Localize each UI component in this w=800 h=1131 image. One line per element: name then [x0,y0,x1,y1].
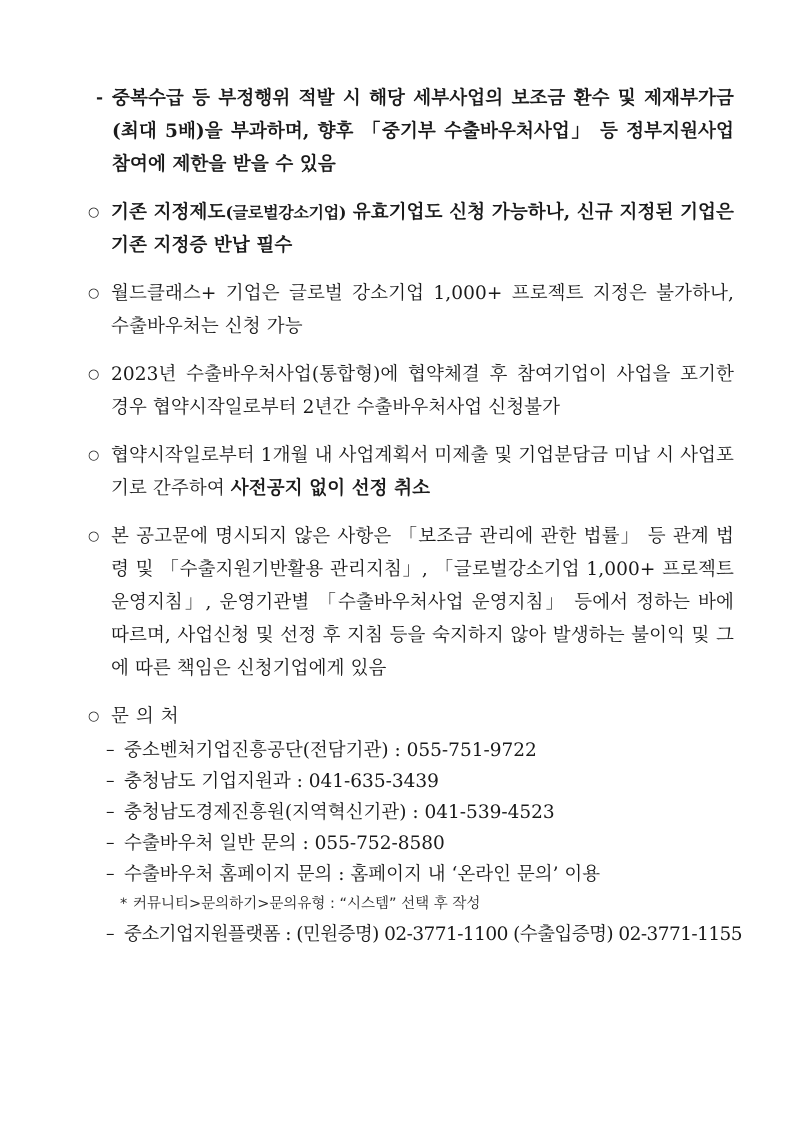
paren-segment: (글로벌강소기업) [225,203,347,222]
notice-item-text [111,439,734,505]
notice-item-text: 중복수급 등 부정행위 적발 시 해당 세부사업의 보조금 환수 및 제재부가금(최대 5배)을 부과하며, 향후 「중기부 수출바우처사업」 등 정부지원사업 참여에 제한을 받을 수 있음 [112,88,734,175]
asterisk-marker: * [120,896,128,912]
contact-text: 수출바우처 일반 문의 : 055-752-8580 [124,833,445,854]
contact-text: 중소기업지원플랫폼 : (민원증명) 02-3771-1100 (수출입증명) 02-3771-1155 [124,924,742,945]
en-dash-marker: – [106,771,115,791]
dash-marker: - [96,88,104,108]
notice-item-penalty [96,82,734,181]
contact-text: 충청남도 기업지원과 : 041-635-3439 [124,771,439,792]
contact-row-kosmes [106,735,734,766]
contact-text: 충청남도경제진흥원(지역혁신기관) : 041-539-4523 [124,802,555,823]
en-dash-marker: – [106,864,115,884]
document-content [88,82,742,950]
contact-row-chungnam-economic [106,797,734,828]
notice-item-world-class [88,277,734,343]
en-dash-marker: – [106,924,114,944]
notice-item-legal-basis [88,520,734,685]
contact-section-heading [88,700,734,733]
notice-item-2023-voucher [88,358,734,424]
notice-item-existing-designation [88,196,734,262]
notice-item-text [111,196,734,262]
circle-marker: ○ [88,448,100,463]
notice-item-text: 본 공고문에 명시되지 않은 사항은 「보조금 관리에 관한 법률」 등 관계 법령 및 「수출지원기반활용 관리지침」, 「글로벌강소기업 1,000+ 프로젝트 운영지침」, 운영기관별 「수출바우처사업 운영지침」 등에서 정하는 바에 따르며, 사업신청 및 선정 후 지침 등을 숙지하지 않아 발생하는 불이익 및 그에 따른 책임은 신청기업에게 있음 [111,526,734,679]
emphasis-segment: 사전공지 없이 선정 취소 [230,478,431,499]
contact-list [106,735,742,950]
notice-item-text: 월드클래스+ 기업은 글로벌 강소기업 1,000+ 프로젝트 지정은 불가하나, 수출바우처는 신청 가능 [111,283,734,337]
circle-marker: ○ [88,529,100,544]
footnote-text: 커뮤니티>문의하기>문의유형 : “시스템” 선택 후 작성 [133,896,481,912]
contact-row-chungnam-business [106,766,734,797]
contact-row-voucher-homepage [106,859,734,890]
contact-row-voucher-general [106,828,734,859]
text-segment: 기존 지정제도 [111,202,226,223]
notice-item-text: 2023년 수출바우처사업(통합형)에 협약체결 후 참여기업이 사업을 포기한 경우 협약시작일로부터 2년간 수출바우처사업 신청불가 [111,364,734,418]
circle-marker: ○ [88,709,100,724]
contact-text: 중소벤처기업진흥공단(전담기관) : 055-751-9722 [124,740,537,761]
contact-heading-label: 문의처 [111,706,186,727]
en-dash-marker: – [106,802,115,822]
text-segment: 유효기업도 신청 가능하나, 신규 지정된 기업은 기존 지정증 반납 필수 [111,202,734,256]
contact-footnote [120,890,734,919]
notice-item-cancellation [88,439,734,505]
contact-text: 수출바우처 홈페이지 문의 : 홈페이지 내 ‘온라인 문의’ 이용 [124,864,601,885]
en-dash-marker: – [106,740,115,760]
en-dash-marker: – [106,833,115,853]
contact-row-sme-platform [106,919,742,950]
circle-marker: ○ [88,286,100,301]
circle-marker: ○ [88,205,100,220]
circle-marker: ○ [88,367,100,382]
text-segment: 협약시작일로부터 1개월 내 사업계획서 미제출 및 기업분담금 미납 시 사업포기로 간주하여 [111,445,734,499]
